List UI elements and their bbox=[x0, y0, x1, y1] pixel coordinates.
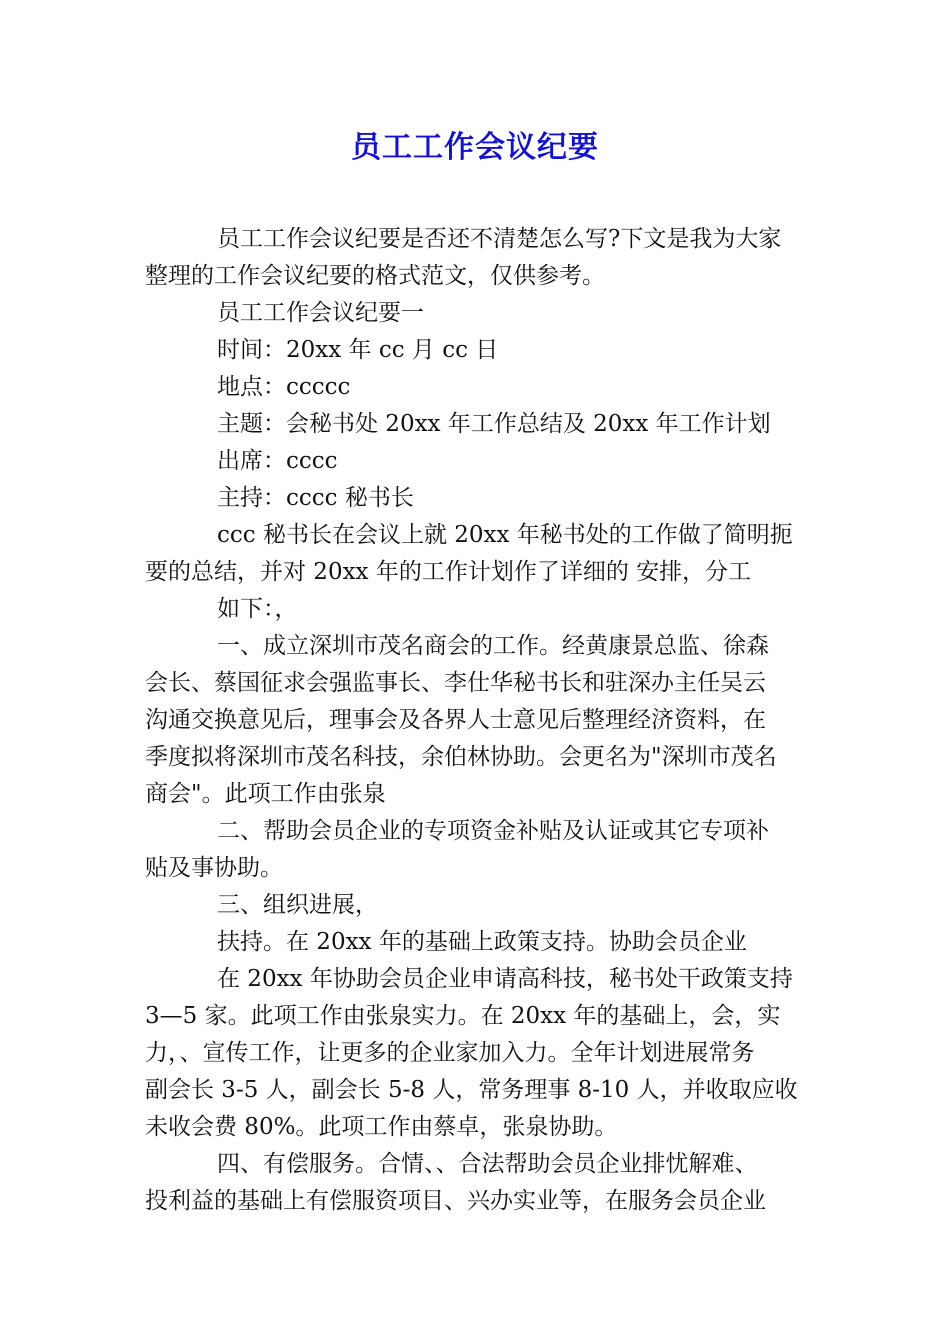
body-line: 四、有偿服务。合情、、合法帮助会员企业排忧解难、 bbox=[217, 1151, 758, 1177]
body-line: 员工工作会议纪要是否还不清楚怎么写?下文是我为大家 bbox=[217, 226, 782, 252]
document-title: 员工工作会议纪要 bbox=[351, 130, 599, 165]
body-line: 时间：20xx 年 cc 月 cc 日 bbox=[217, 337, 499, 363]
body-line: 会长、蔡国征求会强监事长、李仕华秘书长和驻深办主任吴云 bbox=[145, 670, 766, 696]
body-line: 三、组织进展， bbox=[217, 892, 378, 918]
body-line: 一、成立深圳市茂名商会的工作。经黄康景总监、徐森 bbox=[217, 633, 769, 659]
body-line: 投利益的基础上有偿服资项目、兴办实业等，在服务会员企业 bbox=[145, 1188, 766, 1214]
body-line: ccc 秘书长在会议上就 20xx 年秘书处的工作做了简明扼 bbox=[217, 522, 793, 548]
body-line: 商会"。此项工作由张泉 bbox=[145, 781, 386, 807]
body-line: 扶持。在 20xx 年的基础上政策支持。协助会员企业 bbox=[217, 929, 747, 955]
body-line: 主持：cccc 秘书长 bbox=[217, 485, 414, 511]
body-line: 在 20xx 年协助会员企业申请高科技，秘书处干政策支持 bbox=[217, 966, 793, 992]
body-line: 沟通交换意见后，理事会及各界人士意见后整理经济资料，在 bbox=[145, 707, 766, 733]
body-line: 如下：， bbox=[217, 596, 298, 622]
body-line: 季度拟将深圳市茂名科技，余伯林协助。会更名为"深圳市茂名 bbox=[145, 744, 777, 770]
body-line: 出席：cccc bbox=[217, 448, 338, 474]
body-line: 主题：会秘书处 20xx 年工作总结及 20xx 年工作计划 bbox=[217, 411, 771, 437]
body-line: 员工工作会议纪要一 bbox=[217, 300, 424, 326]
body-line: 未收会费 80%。此项工作由蔡卓，张泉协助。 bbox=[145, 1114, 618, 1140]
body-line: 二、帮助会员企业的专项资金补贴及认证或其它专项补 bbox=[217, 818, 769, 844]
body-line: 力，、宣传工作，让更多的企业家加入力。全年计划进展常务 bbox=[145, 1040, 755, 1066]
body-line: 地点：ccccc bbox=[217, 374, 351, 400]
body-line: 副会长 3-5 人，副会长 5-8 人，常务理事 8-10 人，并收取应收 bbox=[145, 1077, 798, 1103]
body-line: 贴及事协助。 bbox=[145, 855, 283, 881]
body-line: 整理的工作会议纪要的格式范文，仅供参考。 bbox=[145, 263, 605, 289]
body-line: 3—5 家。此项工作由张泉实力。在 20xx 年的基础上，会，实 bbox=[145, 1003, 781, 1029]
document-body bbox=[145, 221, 805, 1220]
body-line: 要的总结，并对 20xx 年的工作计划作了详细的 安排，分工 bbox=[145, 559, 752, 585]
